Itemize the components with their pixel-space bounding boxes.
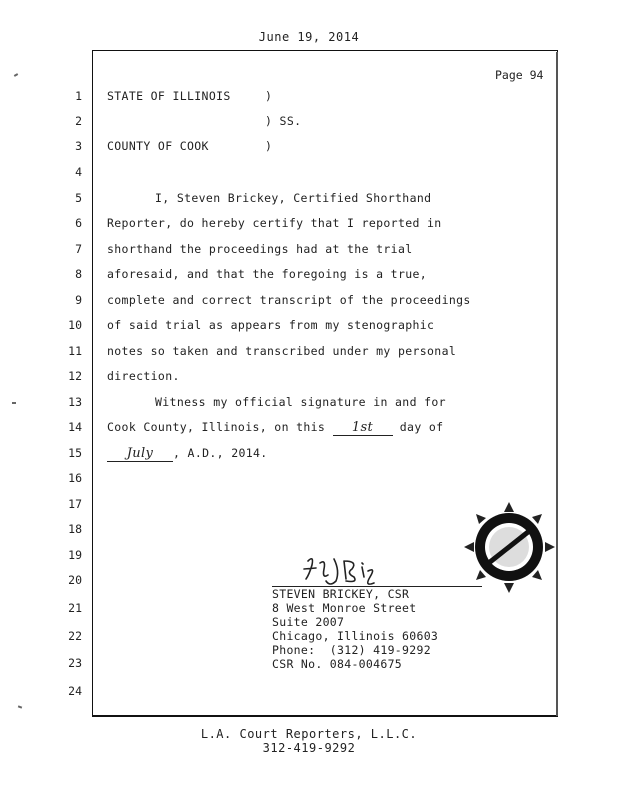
certificate-line-13: Witness my official signature in and for: [155, 395, 446, 409]
line-number: 24: [68, 684, 82, 698]
certificate-line-12: direction.: [107, 369, 180, 383]
certificate-line-5: I, Steven Brickey, Certified Shorthand: [155, 191, 432, 205]
line-number: 14: [68, 420, 82, 434]
certificate-line-15: [107, 446, 268, 462]
line-14-prefix: Cook County, Illinois, on this: [107, 420, 326, 434]
line-number: 6: [75, 216, 82, 230]
day-blank: [333, 420, 393, 436]
month-blank: [107, 446, 173, 462]
handwritten-day: 1st: [351, 420, 374, 435]
footer-phone: 312-419-9292: [262, 741, 356, 755]
line-number: 2: [75, 114, 82, 128]
caption-county: COUNTY OF COOK: [107, 139, 209, 153]
certificate-line-10: of said trial as appears from my stenographic: [107, 318, 435, 332]
reporter-csr-number: CSR No. 084-004675: [272, 657, 403, 671]
footer-company: L.A. Court Reporters, L.L.C.: [200, 727, 418, 741]
caption-ss: ) SS.: [265, 114, 302, 128]
line-number: 3: [75, 139, 82, 153]
caption-paren: ): [265, 139, 273, 153]
reporter-city: Chicago, Illinois 60603: [272, 629, 439, 643]
line-number: 5: [75, 191, 82, 205]
scan-speck: [12, 402, 16, 404]
reporter-phone: Phone: (312) 419-9292: [272, 643, 431, 657]
caption-paren: ): [265, 89, 273, 103]
page-header-date: June 19, 2014: [258, 30, 360, 44]
line-number: 1: [75, 89, 82, 103]
certificate-line-8: aforesaid, and that the foregoing is a true,: [107, 267, 428, 281]
line-number: 15: [68, 446, 82, 460]
handwritten-month: July: [126, 446, 154, 461]
reporter-suite: Suite 2007: [272, 615, 345, 629]
handwritten-signature: [300, 553, 400, 588]
frame-shadow: [556, 52, 558, 716]
line-number: 23: [68, 656, 82, 670]
line-number: 20: [68, 573, 82, 587]
line-number: 4: [75, 165, 82, 179]
page-number-label: Page 94: [495, 68, 544, 82]
line-number: 22: [68, 629, 82, 643]
reporter-address: 8 West Monroe Street: [272, 601, 417, 615]
line-number: 13: [68, 395, 82, 409]
line-number: 11: [68, 344, 82, 358]
certificate-line-14: [107, 420, 443, 436]
line-number: 7: [75, 242, 82, 256]
reporter-name: STEVEN BRICKEY, CSR: [272, 587, 410, 601]
certificate-line-11: notes so taken and transcribed under my personal: [107, 344, 457, 358]
line-number: 18: [68, 522, 82, 536]
line-number: 10: [68, 318, 82, 332]
line-15-suffix: , A.D., 2014.: [173, 446, 268, 460]
caption-state: STATE OF ILLINOIS: [107, 89, 231, 103]
certificate-line-9: complete and correct transcript of the proceedings: [107, 293, 471, 307]
line-14-suffix: day of: [399, 420, 444, 434]
line-number: 19: [68, 548, 82, 562]
official-seal-stamp: [462, 500, 557, 595]
certificate-line-6: Reporter, do hereby certify that I reported in: [107, 216, 442, 230]
line-number: 9: [75, 293, 82, 307]
scan-speck: [18, 705, 22, 708]
line-number: 8: [75, 267, 82, 281]
certificate-line-7: shorthand the proceedings had at the trial: [107, 242, 413, 256]
line-number: 12: [68, 369, 82, 383]
line-number: 17: [68, 497, 82, 511]
line-number: 21: [68, 601, 82, 615]
line-number: 16: [68, 471, 82, 485]
scan-speck: [14, 73, 18, 77]
